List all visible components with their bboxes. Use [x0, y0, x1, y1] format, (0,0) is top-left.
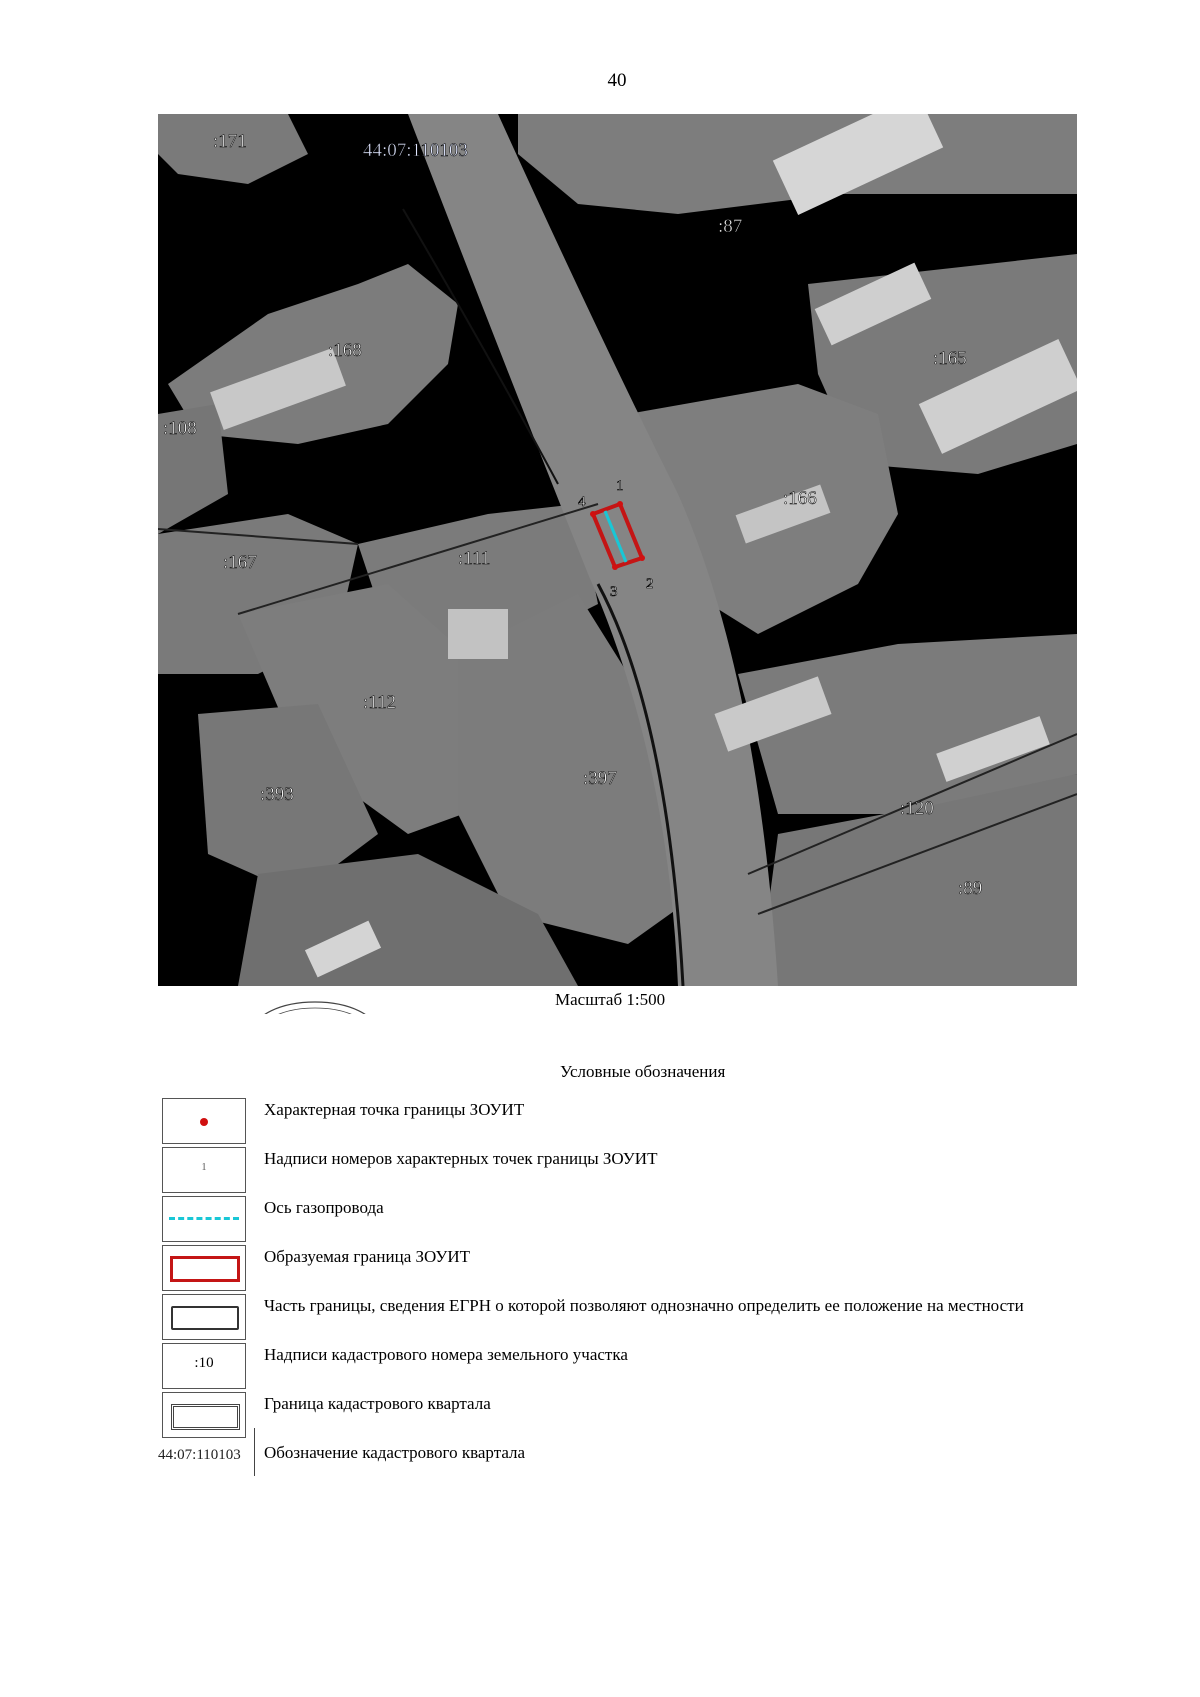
stamp-fragment	[250, 992, 380, 1014]
legend-text: Граница кадастрового квартала	[264, 1394, 491, 1413]
red-border-icon	[162, 1245, 246, 1291]
cadastral-label: :165	[933, 348, 967, 369]
cadastral-label: :167	[223, 552, 257, 573]
point-number: 4	[578, 494, 586, 510]
cadastral-label: :108	[163, 418, 197, 439]
point-number-icon: 1	[162, 1147, 246, 1193]
red-point-icon	[162, 1098, 246, 1144]
gas-axis-icon	[162, 1196, 246, 1242]
map-canvas	[158, 114, 1077, 986]
legend-text: Часть границы, сведения ЕГРН о которой позволяют однозначно определить ее положение на местности	[264, 1296, 1024, 1315]
legend-text: Ось газопровода	[264, 1198, 384, 1217]
cadastral-map	[158, 114, 1077, 986]
gray-border-icon	[162, 1294, 246, 1340]
cadastral-label: :111	[458, 548, 491, 569]
legend-text: Надписи номеров характерных точек границы ЗОУИТ	[264, 1149, 658, 1168]
cadastral-label: :120	[900, 798, 934, 819]
zouit-point	[617, 501, 623, 507]
cadastral-label: :112	[363, 692, 397, 713]
point-number: 3	[610, 584, 618, 600]
legend-title: Условные обозначения	[560, 1062, 726, 1081]
zouit-point	[590, 511, 596, 517]
point-number: 1	[616, 478, 624, 494]
zouit-point	[612, 564, 618, 570]
quarter-border-icon	[162, 1392, 246, 1438]
cadastral-number-icon: :10	[162, 1343, 246, 1389]
legend-text: Характерная точка границы ЗОУИТ	[264, 1100, 525, 1119]
legend-text: Надписи кадастрового номера земельного участка	[264, 1345, 628, 1364]
page-number: 40	[607, 70, 627, 91]
quarter-label: 44:07:110103	[363, 140, 468, 161]
cadastral-label: :397	[583, 768, 617, 789]
cadastral-label: :87	[718, 216, 743, 237]
zouit-point	[639, 555, 645, 561]
cadastral-label: :393	[260, 784, 294, 805]
building	[448, 609, 508, 659]
cadastral-label: :166	[783, 488, 817, 509]
quarter-label-icon: 44:07:110103	[158, 1447, 241, 1463]
cadastral-label: :171	[213, 131, 247, 152]
map-scale: Масштаб 1:500	[555, 990, 666, 1009]
legend-text: Обозначение кадастрового квартала	[264, 1443, 526, 1462]
point-number: 2	[646, 576, 654, 592]
cadastral-label: :89	[958, 878, 983, 899]
quarter-label-divider	[254, 1428, 255, 1476]
cadastral-label: :168	[328, 340, 362, 361]
legend-text: Образуемая граница ЗОУИТ	[264, 1247, 471, 1266]
